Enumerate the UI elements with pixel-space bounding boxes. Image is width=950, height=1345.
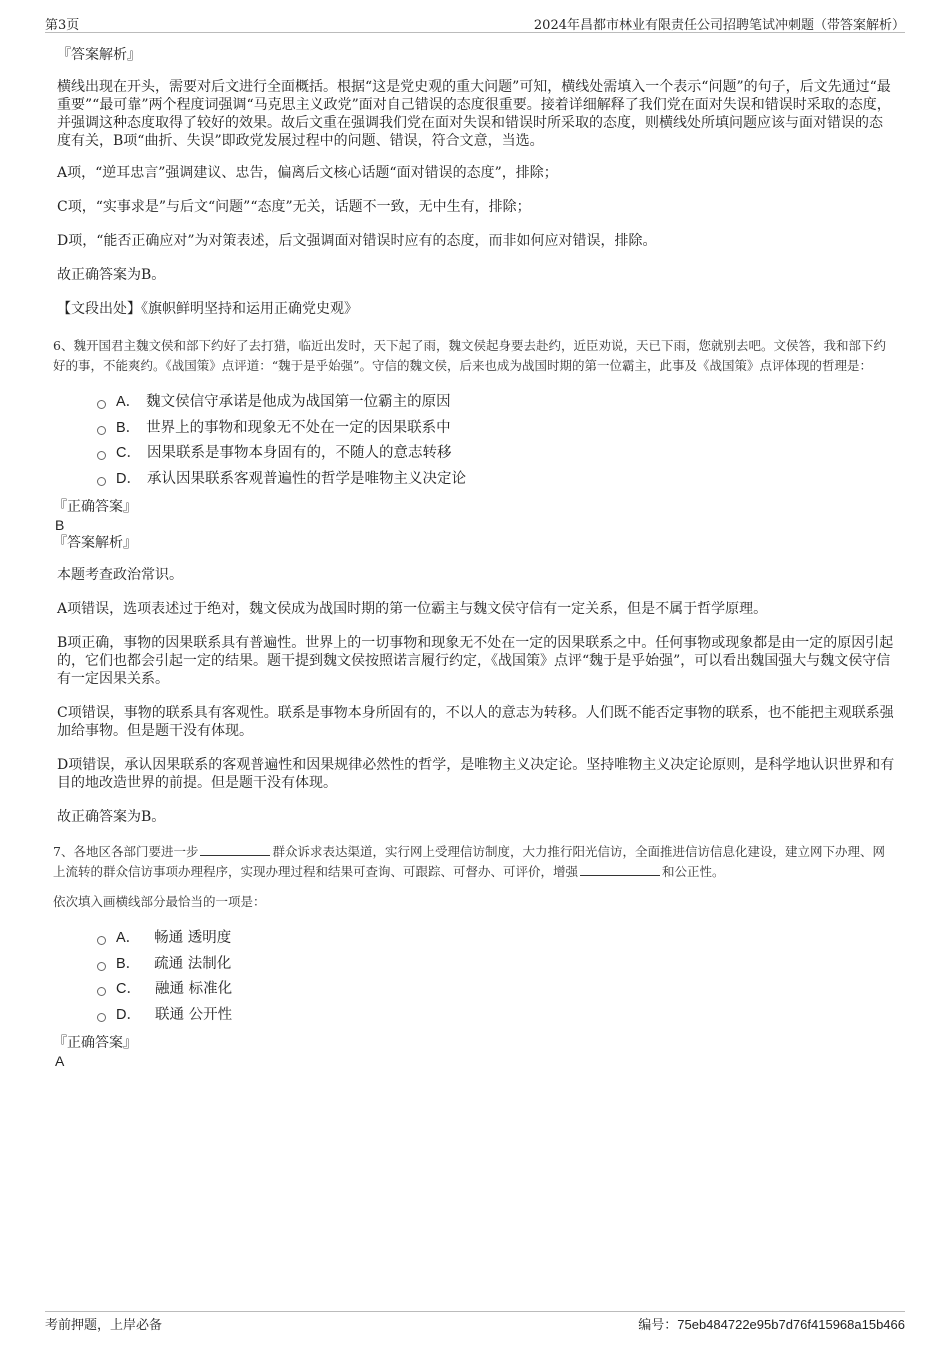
page-header xyxy=(45,12,905,33)
q7-option-a[interactable]: A． 畅通 透明度 xyxy=(97,926,895,952)
radio-icon[interactable] xyxy=(97,936,106,945)
q5-analysis-paragraph: 横线出现在开头，需要对后文进行全面概括。根据“这是党史观的重大问题”可知，横线处需填入一个表示“问题”的句子，后文先通过“最重要”“最可靠”两个程度词强调“马克思主义政党”面对自己错误的态度很重要。接着详细解释了我们党在面对失误和错误时采取的态度，并强调这种态度取得了较好的效果。故后文重在强调我们党在面对失误和错误时所采取的态度，则横线处所填问题应该与面对错误的态度有关，B项“曲折、失误”即政党发展过程中的问题、错误，符合文意，当选。 xyxy=(57,79,891,149)
q5-source: 【文段出处】《旗帜鲜明坚持和运用正确党史观》 xyxy=(57,301,358,317)
q6-option-d[interactable]: D． 承认因果联系客观普遍性的哲学是唯物主义决定论 xyxy=(97,467,895,493)
q5-analysis-label: 『答案解析』 xyxy=(57,47,141,63)
q6-answer: B xyxy=(55,517,65,533)
radio-icon[interactable] xyxy=(97,987,106,996)
q5-analysis-paragraph: D项，“能否正确应对”为对策表述，后文强调面对错误时应有的态度，而非如何应对错误，排除。 xyxy=(57,233,657,249)
q6-options xyxy=(97,390,895,492)
q7-question: 7、各地区各部门要进一步 群众诉求表达渠道，实行网上受理信访制度，大力推行阳光信访，全面推进信访信息化建设，建立网下办理、网上流转的群众信访事项办理程序，实现办理过程和结果可查询、可跟踪、可督办、可评价，增强 和公正性。 xyxy=(53,844,885,879)
radio-icon[interactable] xyxy=(97,400,106,409)
q7-answer: A xyxy=(55,1053,65,1069)
page-content xyxy=(53,46,895,1076)
q6-analysis-paragraph: D项错误，承认因果联系的客观普遍性和因果规律必然性的哲学，是唯物主义决定论。坚持唯物主义决定论原则，是科学地认识世界和有目的地改造世界的前提。但是题干没有体现。 xyxy=(57,757,895,791)
q7-blank-1 xyxy=(200,843,270,856)
q6-option-a[interactable]: A． 魏文侯信守承诺是他成为战国第一位霸主的原因 xyxy=(97,390,895,416)
q7-options xyxy=(97,926,895,1028)
footer-code xyxy=(638,1314,905,1333)
page-number: 第3页 xyxy=(45,18,80,33)
q6-option-b[interactable]: B． 世界上的事物和现象无不处在一定的因果联系中 xyxy=(97,416,895,442)
q6-question xyxy=(53,336,895,376)
q6-answer-label: 『正确答案』 xyxy=(53,499,137,515)
document-title: 2024年昌都市林业有限责任公司招聘笔试冲刺题（带答案解析） xyxy=(533,18,905,33)
page-footer xyxy=(45,1311,905,1334)
q7-blank-2 xyxy=(580,863,660,876)
radio-icon[interactable] xyxy=(97,1013,106,1022)
radio-icon[interactable] xyxy=(97,451,106,460)
q7-answer-label: 『正确答案』 xyxy=(53,1035,137,1051)
q6-analysis-paragraph: A项错误，选项表述过于绝对，魏文侯成为战国时期的第一位霸主与魏文侯守信有一定关系，但是不属于哲学原理。 xyxy=(57,601,768,617)
q5-analysis-paragraph: 故正确答案为B。 xyxy=(57,267,166,283)
q7-prompt: 依次填入画横线部分最恰当的一项是： xyxy=(53,894,266,909)
q6-text: 魏开国君主魏文侯和部下约好了去打猎，临近出发时，天下起了雨，魏文侯起身要去赴约，近臣劝说，天已下雨，您就别去吧。文侯答，我和部下约好的事，不能爽约。《战国策》点评道：“魏于是乎始强”。守信的魏文侯，后来也成为战国时期的第一位霸主，此事及《战国策》点评体现的哲理是： xyxy=(53,338,886,373)
radio-icon[interactable] xyxy=(97,962,106,971)
q7-option-d[interactable]: D． 联通 公开性 xyxy=(97,1003,895,1029)
q6-analysis-paragraph: C项错误，事物的联系具有客观性。联系是事物本身所固有的，不以人的意志为转移。人们既不能否定事物的联系，也不能把主观联系强加给事物。但是题干没有体现。 xyxy=(57,705,894,739)
q6-number: 6、 xyxy=(53,338,74,353)
q6-analysis-paragraph: B项正确，事物的因果联系具有普遍性。世界上的一切事物和现象无不处在一定的因果联系之中。任何事物或现象都是由一定的原因引起的，它们也都会引起一定的结果。题干提到魏文侯按照诺言履行约定，《战国策》点评“魏于是乎始强”，可以看出魏国强大与魏文侯守信有一定因果关系。 xyxy=(57,635,894,687)
footer-code-value: 75eb484722e95b7d76f415968a15b466 xyxy=(677,1317,905,1332)
q7-option-c[interactable]: C． 融通 标准化 xyxy=(97,977,895,1003)
footer-slogan: 考前押题，上岸必备 xyxy=(45,1318,163,1333)
q7-number: 7、 xyxy=(53,844,74,859)
q6-analysis-paragraph: 本题考查政治常识。 xyxy=(57,567,183,583)
q5-analysis-paragraph: A项，“逆耳忠言”强调建议、忠告，偏离后文核心话题“面对错误的态度”，排除； xyxy=(57,165,558,181)
q5-analysis-paragraph: C项，“实事求是”与后文“问题”“态度”无关，话题不一致，无中生有，排除； xyxy=(57,199,531,215)
q6-option-c[interactable]: C． 因果联系是事物本身固有的，不随人的意志转移 xyxy=(97,441,895,467)
radio-icon[interactable] xyxy=(97,477,106,486)
footer-code-label: 编号： xyxy=(638,1318,678,1333)
q7-option-b[interactable]: B． 疏通 法制化 xyxy=(97,952,895,978)
q6-analysis-paragraph: 故正确答案为B。 xyxy=(57,809,166,825)
q6-analysis-label: 『答案解析』 xyxy=(53,535,137,551)
radio-icon[interactable] xyxy=(97,426,106,435)
